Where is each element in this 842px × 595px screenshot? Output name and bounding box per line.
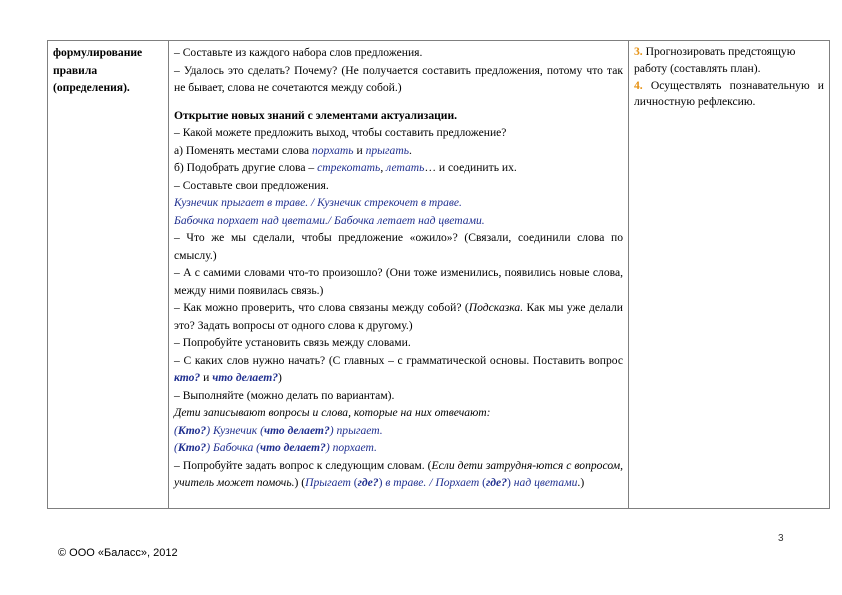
page-number: 3 — [778, 533, 784, 544]
outcome-item: 4. Осуществлять познавательную и личностную рефлексию. — [634, 78, 824, 109]
student-task: Дети записывают вопросы и слова, которые на них отвечают: — [174, 406, 491, 419]
stage-line: правила — [53, 63, 98, 77]
answer-line: (Кто?) Кузнечик (что делает?) прыгает. — [174, 423, 383, 437]
stage-line: формулирование — [53, 46, 143, 59]
example-sentence: Кузнечик прыгает в траве. / Кузнечик стрекочет в траве. — [174, 196, 462, 209]
instruction-text: – Как можно проверить, что слова связаны между собой? (Подсказка. Как мы уже делали это? Задать вопросы от одного слова к другому.) — [174, 301, 624, 332]
instruction-text: – Попробуйте задать вопрос к следующим словам. (Если дети затрудня-ются с вопросом, учитель может помочь.) (Прыгает (где?) в траве. / Порхает (где?) над цветами.) — [174, 458, 623, 489]
instruction-text: – Выполняйте (можно делать по вариантам). — [174, 388, 395, 402]
activity-cell — [169, 41, 629, 509]
table-row — [48, 41, 830, 509]
option-a: а) Поменять местами слова порхать и прыгать. — [174, 143, 412, 157]
instruction-text: – Какой можете предложить выход, чтобы составить предложение? — [174, 126, 507, 139]
copyright-footer: © ООО «Баласс», 2012 — [58, 547, 178, 559]
instruction-text: – С каких слов нужно начать? (С главных – с грамматической основы. Поставить вопрос кто? и что делает?) — [174, 353, 623, 384]
instruction-text: – Составьте свои предложения. — [174, 178, 329, 192]
instruction-text: – Что же мы сделали, чтобы предложение «ожило»? (Связали, соединили слова по смыслу.) — [174, 231, 623, 262]
instruction-text: – Составьте из каждого набора слов предложения. — [174, 46, 423, 59]
instruction-text: – Удалось это сделать? Почему? (Не получается составить предложения, потому что так не бывает, слова не сочетаются между собой.) — [174, 63, 623, 94]
stage-line: (определения). — [53, 81, 130, 94]
stage-cell — [48, 41, 169, 509]
answer-line: (Кто?) Бабочка (что делает?) порхает. — [174, 441, 377, 454]
example-sentence: Бабочка порхает над цветами./ Бабочка летает над цветами. — [174, 213, 485, 227]
option-b: б) Подобрать другие слова – стрекотать, летать… и соединить их. — [174, 161, 517, 174]
instruction-text: – Попробуйте установить связь между словами. — [174, 336, 411, 349]
instruction-text: – А с самими словами что-то произошло? (Они тоже изменились, появились новые слова, между ними появилась связь.) — [174, 266, 623, 297]
lesson-table — [47, 40, 830, 509]
section-heading: Открытие новых знаний с элементами актуализации. — [174, 108, 458, 122]
outcome-item: 3. Прогнозировать предстоящую работу (составлять план). — [634, 45, 796, 75]
outcomes-cell — [629, 41, 830, 509]
